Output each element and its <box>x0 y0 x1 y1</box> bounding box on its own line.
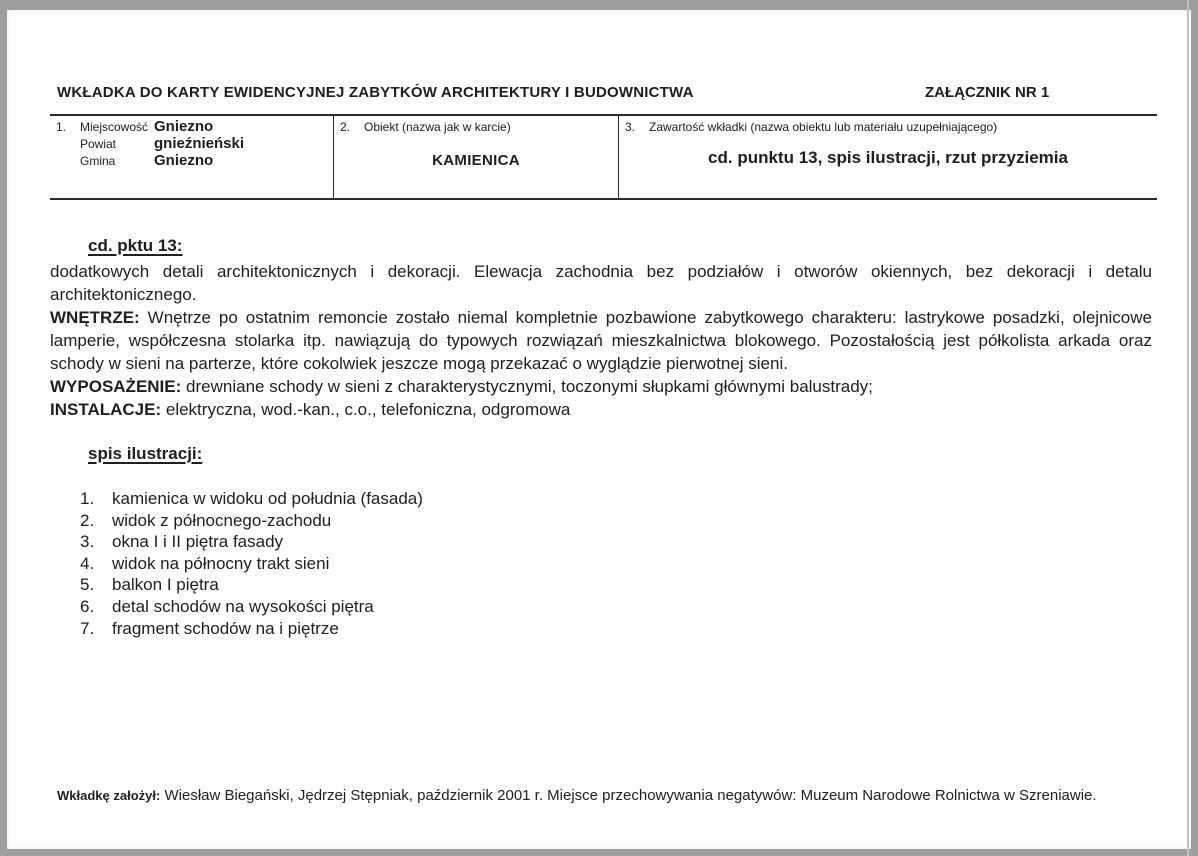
footer-label: Wkładkę założył: <box>57 788 161 803</box>
text-wnetrze: Wnętrze po ostatnim remoncie zostało niemal kompletnie pozbawione zabytkowego charakteru: lastrykowe posadzki, olejnicowe lamperie, współczesna stolarka itp. nawiązują do typowych rozwiązań mieszkalnictwa blokowego. Pozostałością jest półkolista arkada oraz schody w sieni na parterze, które cokolwiek jeszcze mogą przekazać o wyglądzie pierwotnej sieni. <box>50 308 1152 373</box>
item-text: okna I i II piętra fasady <box>112 532 284 552</box>
item-text: widok z północnego-zachodu <box>112 510 332 530</box>
paragraph-furnishings <box>50 375 1152 398</box>
label-instalacje: INSTALACJE: <box>50 400 162 419</box>
footer-text: Wiesław Biegański, Jędrzej Stępniak, październik 2001 r. Miejsce przechowywania negatywów: Muzeum Narodowe Rolnictwa w Szreniawie. <box>164 787 1097 804</box>
list-item <box>80 488 750 510</box>
content-cell <box>619 116 1157 198</box>
body-section <box>50 234 1152 421</box>
object-name: KAMIENICA <box>432 152 520 169</box>
cell-number: 3. <box>625 120 636 134</box>
attachment-label: ZAŁĄCZNIK NR 1 <box>925 84 1050 101</box>
cell-number: 1. <box>56 120 67 134</box>
field-label-gmina: Gmina <box>80 154 116 168</box>
object-cell-header <box>340 120 612 134</box>
label-wnetrze: WNĘTRZE: <box>50 308 140 327</box>
cell-number: 2. <box>340 120 351 134</box>
section-heading: cd. pktu 13: <box>88 236 183 255</box>
location-cell <box>50 116 334 198</box>
object-cell <box>334 116 619 198</box>
paragraph-interior <box>50 306 1152 375</box>
label-wyposazenie: WYPOSAŻENIE: <box>50 377 182 396</box>
field-value-powiat: gnieźnieński <box>154 135 245 152</box>
content-cell-header <box>625 120 1151 134</box>
list-item <box>80 596 750 618</box>
object-cell-label: Obiekt (nazwa jak w karcie) <box>364 120 511 134</box>
item-text: detal schodów na wysokości piętra <box>112 596 374 616</box>
paragraph-exterior: dodatkowych detali architektonicznych i dekoracji. Elewacja zachodnia bez podziałów i otworów okiennych, bez dekoracji i detalu architektonicznego. <box>50 262 1152 304</box>
text-wyposazenie: drewniane schody w sieni z charakterystycznymi, toczonymi słupkami głównymi balustrady; <box>186 377 873 396</box>
item-number: 5. <box>80 575 95 595</box>
item-number: 2. <box>80 510 95 530</box>
cell-number-spacer <box>56 137 80 152</box>
identification-table <box>50 114 1157 200</box>
item-text: widok na północny trakt sieni <box>112 553 330 573</box>
location-row <box>56 154 327 169</box>
item-text: balkon I piętra <box>112 575 219 595</box>
illustrations-section <box>50 444 750 639</box>
scan-edge <box>1187 0 1189 856</box>
text-instalacje: elektryczna, wod.-kan., c.o., telefoniczna, odgromowa <box>165 400 571 419</box>
item-number: 1. <box>80 489 95 508</box>
field-value-gmina: Gniezno <box>154 152 214 169</box>
list-item <box>80 618 750 640</box>
illustrations-list <box>50 488 750 639</box>
content-cell-label: Zawartość wkładki (nazwa obiektu lub materiału uzupełniającego) <box>649 120 998 134</box>
footer-note <box>57 787 1157 804</box>
document-title: WKŁADKA DO KARTY EWIDENCYJNEJ ZABYTKÓW ARCHITEKTURY I BUDOWNICTWA <box>57 84 694 101</box>
item-text: kamienica w widoku od południa (fasada) <box>112 489 423 508</box>
cell-number-spacer <box>56 154 80 169</box>
location-row <box>56 120 327 135</box>
field-value-miejscowosc: Gniezno <box>154 118 214 135</box>
field-label-miejscowosc: Miejscowość <box>80 120 149 134</box>
item-number: 7. <box>80 618 95 638</box>
item-number: 3. <box>80 532 95 552</box>
list-item <box>80 574 750 596</box>
location-row <box>56 137 327 152</box>
item-number: 6. <box>80 596 95 616</box>
field-label-powiat: Powiat <box>80 137 117 151</box>
paragraph-installations <box>50 398 1152 421</box>
item-number: 4. <box>80 553 95 573</box>
list-item <box>80 531 750 553</box>
illustrations-heading: spis ilustracji: <box>88 444 203 463</box>
list-item <box>80 553 750 575</box>
item-text: fragment schodów na i piętrze <box>112 618 339 638</box>
list-item <box>80 510 750 532</box>
content-description: cd. punktu 13, spis ilustracji, rzut przyziemia <box>708 148 1068 167</box>
